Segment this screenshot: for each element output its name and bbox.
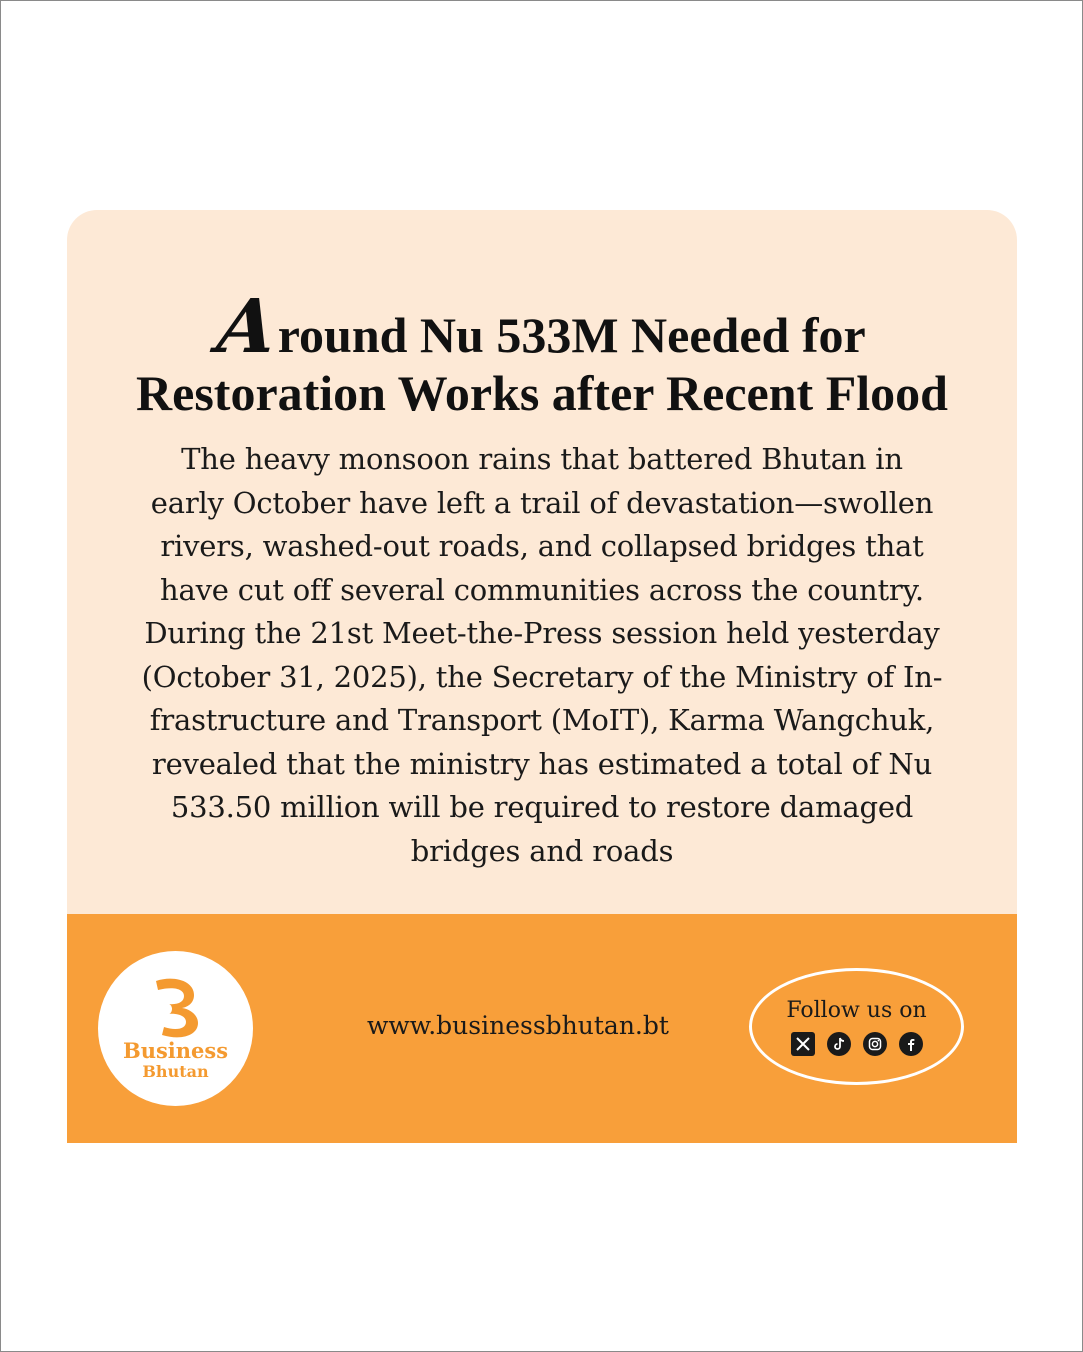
summary-line: bridges and roads (410, 833, 674, 868)
follow-us-badge (749, 968, 964, 1085)
tiktok-icon[interactable] (827, 1032, 851, 1056)
headline-dropcap: A (213, 284, 281, 370)
summary-line: rivers, washed-out roads, and collapsed bridges that (160, 529, 924, 563)
social-icons (752, 1032, 961, 1056)
news-card (67, 210, 1017, 1143)
footer-bar (67, 914, 1017, 1143)
logo-word-bhutan: Bhutan (142, 1062, 209, 1081)
summary-line: have cut off several communities across the country. (160, 572, 924, 607)
business-bhutan-logo[interactable] (98, 951, 253, 1106)
follow-us-label: Follow us on (786, 998, 927, 1023)
instagram-icon[interactable] (863, 1032, 887, 1056)
summary-line: frastructure and Transport (MoIT), Karma Wangchuk, (149, 703, 935, 737)
x-icon[interactable] (791, 1032, 815, 1056)
website-link[interactable]: www.businessbhutan.bt (367, 1011, 669, 1040)
logo-word-business: Business (122, 1038, 229, 1063)
logo-mark-icon (144, 977, 208, 1039)
summary-line: early October have left a trail of devastation—swollen (150, 485, 934, 520)
summary-line: revealed that the ministry has estimated a total of Nu (151, 746, 933, 781)
summary-line: (October 31, 2025), the Secretary of the Ministry of In- (141, 659, 943, 694)
summary-line: During the 21st Meet-the-Press session held yesterday (144, 616, 940, 650)
article-summary (102, 438, 982, 873)
headline-line1: round Nu 533M Needed for (277, 307, 866, 363)
summary-line: The heavy monsoon rains that battered Bhutan in (181, 442, 903, 476)
summary-line: 533.50 million will be required to restore damaged (170, 790, 914, 824)
facebook-icon[interactable] (899, 1032, 923, 1056)
headline (67, 284, 1017, 422)
headline-line2: Restoration Works after Recent Flood (136, 365, 948, 421)
